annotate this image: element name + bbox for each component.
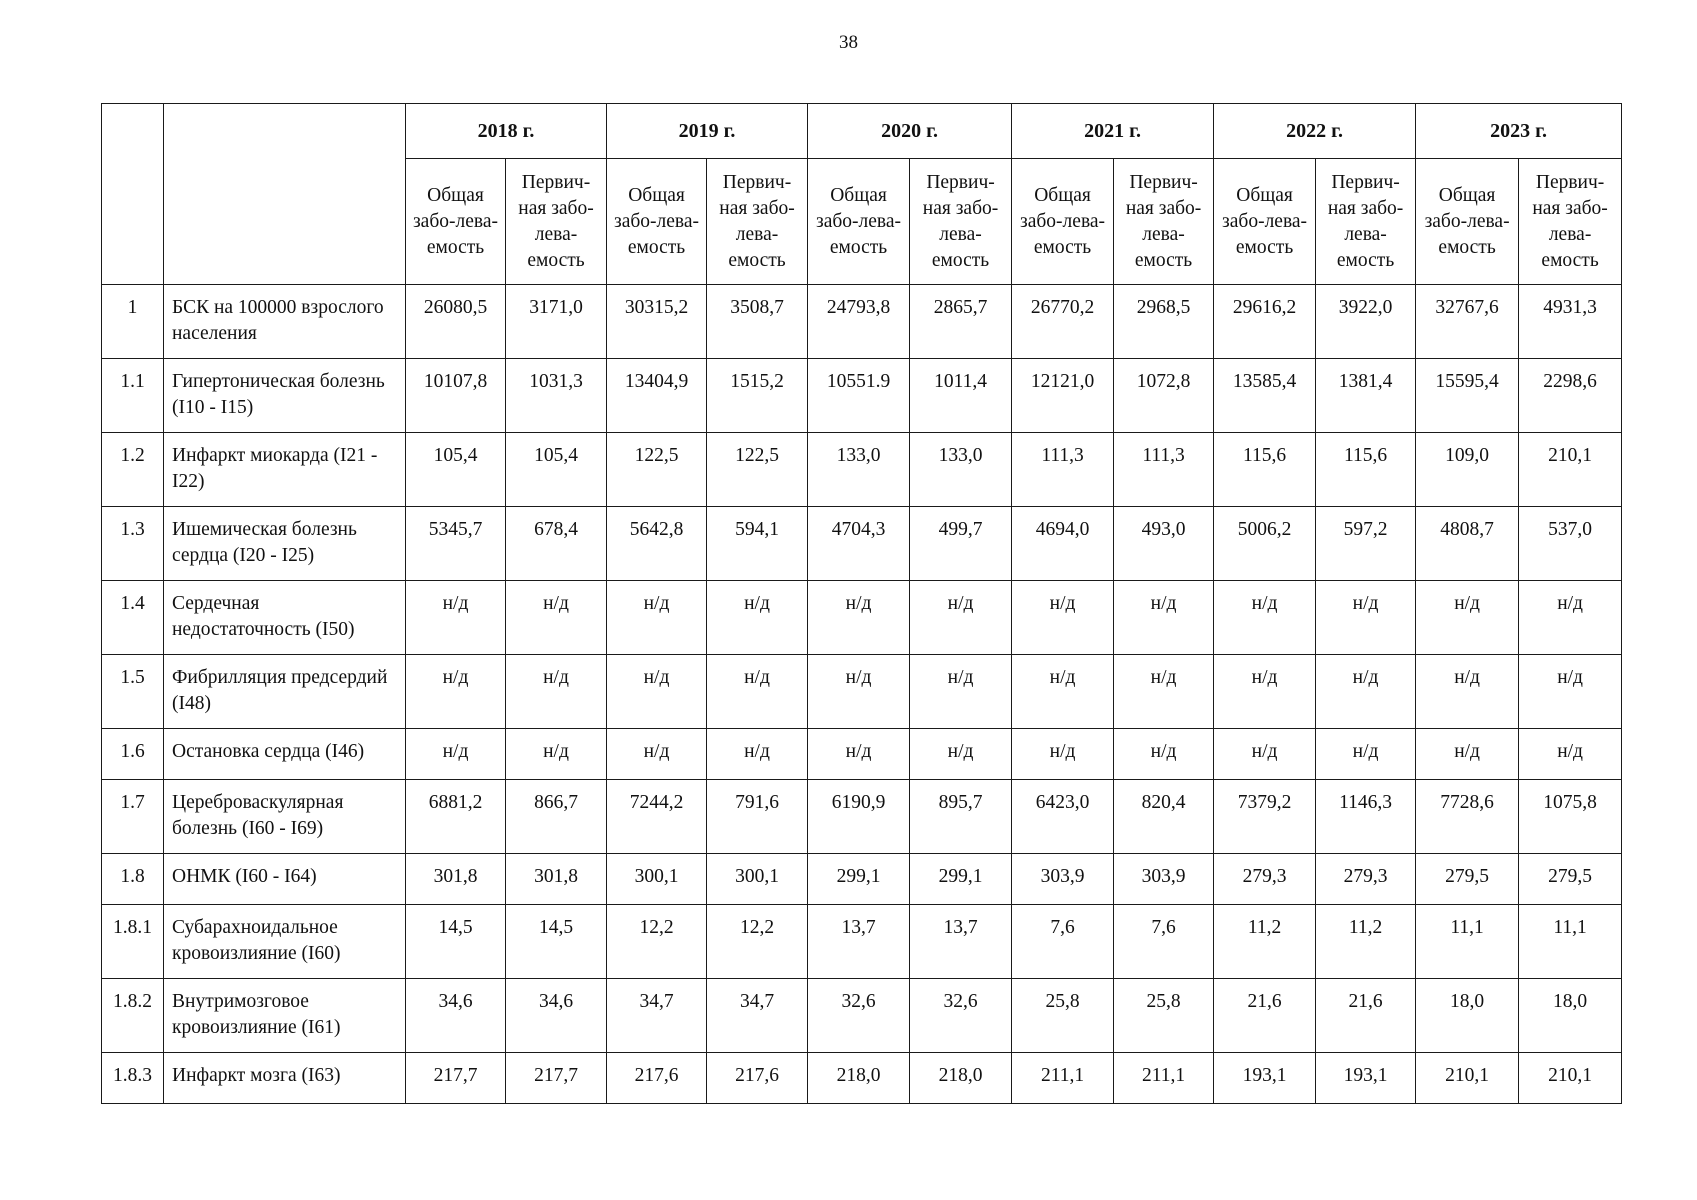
cell-general-morbidity: 4808,7 [1416,507,1519,581]
cell-general-morbidity: н/д [1214,581,1316,655]
cell-general-morbidity: н/д [808,729,910,780]
cell-general-morbidity: н/д [1214,729,1316,780]
cell-primary-morbidity: 34,7 [707,979,808,1053]
table-row [102,285,1622,359]
cell-general-morbidity: н/д [1012,655,1114,729]
header-blank-label [164,104,406,285]
cell-general-morbidity: 7244,2 [607,780,707,854]
cell-general-morbidity: 10107,8 [406,359,506,433]
cell-primary-morbidity: 115,6 [1316,433,1416,507]
table-row [102,780,1622,854]
cell-general-morbidity: 14,5 [406,905,506,979]
cell-general-morbidity: 111,3 [1012,433,1114,507]
cell-general-morbidity: 122,5 [607,433,707,507]
cell-general-morbidity: 13585,4 [1214,359,1316,433]
row-label: Фибрилляция предсердий (I48) [164,655,406,729]
cell-general-morbidity: н/д [406,655,506,729]
cell-general-morbidity: 34,6 [406,979,506,1053]
row-number: 1.8.2 [102,979,164,1053]
table-row [102,854,1622,905]
cell-primary-morbidity: 594,1 [707,507,808,581]
row-number: 1.2 [102,433,164,507]
year-header: 2021 г. [1012,104,1214,159]
subheader-general: Общая забо-лева-емость [1012,159,1114,285]
cell-general-morbidity: 13,7 [808,905,910,979]
year-header: 2023 г. [1416,104,1622,159]
cell-general-morbidity: н/д [607,655,707,729]
cell-primary-morbidity: 7,6 [1114,905,1214,979]
table-row [102,359,1622,433]
cell-primary-morbidity: 13,7 [910,905,1012,979]
subheader-general: Общая забо-лева-емость [607,159,707,285]
table-row [102,979,1622,1053]
subheader-general: Общая забо-лева-емость [1214,159,1316,285]
cell-primary-morbidity: н/д [1519,729,1622,780]
cell-primary-morbidity: 303,9 [1114,854,1214,905]
row-label: Внутримозговое кровоизлияние (I61) [164,979,406,1053]
cell-general-morbidity: 6190,9 [808,780,910,854]
cell-primary-morbidity: 210,1 [1519,1053,1622,1104]
cell-primary-morbidity: 210,1 [1519,433,1622,507]
cell-general-morbidity: н/д [1416,655,1519,729]
row-number: 1.1 [102,359,164,433]
cell-primary-morbidity: 301,8 [506,854,607,905]
row-number: 1.4 [102,581,164,655]
cell-primary-morbidity: 3508,7 [707,285,808,359]
cell-general-morbidity: 210,1 [1416,1053,1519,1104]
subheader-primary: Первич-ная забо-лева-емость [707,159,808,285]
cell-primary-morbidity: н/д [1114,729,1214,780]
cell-primary-morbidity: 597,2 [1316,507,1416,581]
cell-general-morbidity: 279,3 [1214,854,1316,905]
cell-primary-morbidity: 678,4 [506,507,607,581]
cell-primary-morbidity: 1381,4 [1316,359,1416,433]
cell-general-morbidity: 24793,8 [808,285,910,359]
cell-primary-morbidity: н/д [707,581,808,655]
row-number: 1.6 [102,729,164,780]
cell-general-morbidity: 5345,7 [406,507,506,581]
cell-general-morbidity: 109,0 [1416,433,1519,507]
cell-primary-morbidity: 217,7 [506,1053,607,1104]
table-row [102,433,1622,507]
cell-primary-morbidity: 537,0 [1519,507,1622,581]
year-header: 2018 г. [406,104,607,159]
table-row [102,581,1622,655]
header-blank-num [102,104,164,285]
subheader-primary: Первич-ная забо-лева-емость [910,159,1012,285]
cell-general-morbidity: 21,6 [1214,979,1316,1053]
cell-primary-morbidity: 1146,3 [1316,780,1416,854]
morbidity-table [101,103,1622,1104]
cell-primary-morbidity: н/д [1114,655,1214,729]
cell-general-morbidity: 32,6 [808,979,910,1053]
cell-general-morbidity: н/д [1214,655,1316,729]
row-label: Сердечная недостаточность (I50) [164,581,406,655]
cell-primary-morbidity: 32,6 [910,979,1012,1053]
cell-general-morbidity: 279,5 [1416,854,1519,905]
cell-general-morbidity: н/д [808,655,910,729]
cell-primary-morbidity: 493,0 [1114,507,1214,581]
cell-general-morbidity: 105,4 [406,433,506,507]
cell-primary-morbidity: н/д [1519,581,1622,655]
cell-general-morbidity: н/д [1012,581,1114,655]
cell-general-morbidity: 26080,5 [406,285,506,359]
cell-general-morbidity: 217,6 [607,1053,707,1104]
cell-primary-morbidity: 4931,3 [1519,285,1622,359]
cell-primary-morbidity: 218,0 [910,1053,1012,1104]
cell-general-morbidity: 13404,9 [607,359,707,433]
cell-general-morbidity: н/д [1416,729,1519,780]
cell-general-morbidity: 300,1 [607,854,707,905]
table-body [102,285,1622,1104]
row-number: 1.8.3 [102,1053,164,1104]
cell-primary-morbidity: н/д [506,581,607,655]
table-row [102,507,1622,581]
subheader-general: Общая забо-лева-емость [808,159,910,285]
cell-primary-morbidity: 2865,7 [910,285,1012,359]
cell-primary-morbidity: 895,7 [910,780,1012,854]
year-header: 2019 г. [607,104,808,159]
year-header: 2020 г. [808,104,1012,159]
cell-primary-morbidity: 820,4 [1114,780,1214,854]
cell-primary-morbidity: 3171,0 [506,285,607,359]
cell-primary-morbidity: 1075,8 [1519,780,1622,854]
subheader-general: Общая забо-лева-емость [1416,159,1519,285]
cell-general-morbidity: н/д [406,729,506,780]
cell-general-morbidity: 303,9 [1012,854,1114,905]
page-number: 38 [839,32,858,53]
table-row [102,655,1622,729]
cell-general-morbidity: 7379,2 [1214,780,1316,854]
cell-general-morbidity: 12121,0 [1012,359,1114,433]
cell-primary-morbidity: 499,7 [910,507,1012,581]
year-header: 2022 г. [1214,104,1416,159]
subheader-primary: Первич-ная забо-лева-емость [1114,159,1214,285]
cell-primary-morbidity: 34,6 [506,979,607,1053]
cell-primary-morbidity: 1011,4 [910,359,1012,433]
row-number: 1.8 [102,854,164,905]
subheader-general: Общая забо-лева-емость [406,159,506,285]
cell-primary-morbidity: 300,1 [707,854,808,905]
cell-general-morbidity: 133,0 [808,433,910,507]
cell-primary-morbidity: 2968,5 [1114,285,1214,359]
row-label: БСК на 100000 взрослого населения [164,285,406,359]
cell-general-morbidity: н/д [406,581,506,655]
row-label: ОНМК (I60 - I64) [164,854,406,905]
subheader-primary: Первич-ная забо-лева-емость [1316,159,1416,285]
cell-primary-morbidity: 211,1 [1114,1053,1214,1104]
cell-primary-morbidity: 217,6 [707,1053,808,1104]
cell-general-morbidity: 11,2 [1214,905,1316,979]
cell-general-morbidity: 12,2 [607,905,707,979]
cell-primary-morbidity: 122,5 [707,433,808,507]
cell-general-morbidity: 4694,0 [1012,507,1114,581]
cell-primary-morbidity: 866,7 [506,780,607,854]
cell-general-morbidity: 193,1 [1214,1053,1316,1104]
cell-general-morbidity: 115,6 [1214,433,1316,507]
cell-primary-morbidity: 279,5 [1519,854,1622,905]
cell-primary-morbidity: 1072,8 [1114,359,1214,433]
table-row [102,729,1622,780]
cell-primary-morbidity: 1515,2 [707,359,808,433]
row-label: Цереброваскулярная болезнь (I60 - I69) [164,780,406,854]
cell-general-morbidity: 25,8 [1012,979,1114,1053]
cell-primary-morbidity: 11,2 [1316,905,1416,979]
cell-general-morbidity: 11,1 [1416,905,1519,979]
cell-primary-morbidity: 2298,6 [1519,359,1622,433]
cell-primary-morbidity: н/д [1316,729,1416,780]
cell-general-morbidity: 18,0 [1416,979,1519,1053]
cell-primary-morbidity: 14,5 [506,905,607,979]
cell-general-morbidity: 301,8 [406,854,506,905]
subheader-primary: Первич-ная забо-лева-емость [506,159,607,285]
cell-general-morbidity: 211,1 [1012,1053,1114,1104]
table-row [102,1053,1622,1104]
row-label: Субарахноидальное кровоизлияние (I60) [164,905,406,979]
cell-primary-morbidity: 791,6 [707,780,808,854]
row-label: Инфаркт миокарда (I21 - I22) [164,433,406,507]
cell-general-morbidity: 299,1 [808,854,910,905]
cell-primary-morbidity: 18,0 [1519,979,1622,1053]
table-row [102,905,1622,979]
cell-general-morbidity: 29616,2 [1214,285,1316,359]
row-label: Гипертоническая болезнь (I10 - I15) [164,359,406,433]
cell-general-morbidity: 218,0 [808,1053,910,1104]
row-number: 1.5 [102,655,164,729]
cell-primary-morbidity: 299,1 [910,854,1012,905]
cell-general-morbidity: 6423,0 [1012,780,1114,854]
cell-primary-morbidity: 12,2 [707,905,808,979]
cell-general-morbidity: 6881,2 [406,780,506,854]
cell-general-morbidity: 34,7 [607,979,707,1053]
cell-primary-morbidity: н/д [910,729,1012,780]
cell-general-morbidity: 30315,2 [607,285,707,359]
cell-primary-morbidity: 111,3 [1114,433,1214,507]
row-label: Инфаркт мозга (I63) [164,1053,406,1104]
cell-general-morbidity: 7728,6 [1416,780,1519,854]
cell-general-morbidity: 15595,4 [1416,359,1519,433]
row-number: 1.3 [102,507,164,581]
cell-primary-morbidity: 25,8 [1114,979,1214,1053]
cell-primary-morbidity: 21,6 [1316,979,1416,1053]
cell-general-morbidity: н/д [1416,581,1519,655]
cell-primary-morbidity: 11,1 [1519,905,1622,979]
row-label: Остановка сердца (I46) [164,729,406,780]
cell-primary-morbidity: н/д [506,655,607,729]
cell-primary-morbidity: 3922,0 [1316,285,1416,359]
row-number: 1 [102,285,164,359]
cell-primary-morbidity: н/д [707,655,808,729]
cell-primary-morbidity: 133,0 [910,433,1012,507]
cell-general-morbidity: 26770,2 [1012,285,1114,359]
row-label: Ишемическая болезнь сердца (I20 - I25) [164,507,406,581]
cell-general-morbidity: 5642,8 [607,507,707,581]
cell-primary-morbidity: н/д [1316,655,1416,729]
cell-general-morbidity: 217,7 [406,1053,506,1104]
cell-primary-morbidity: н/д [707,729,808,780]
cell-general-morbidity: 10551.9 [808,359,910,433]
cell-general-morbidity: н/д [607,729,707,780]
cell-primary-morbidity: н/д [1519,655,1622,729]
cell-primary-morbidity: н/д [910,581,1012,655]
cell-primary-morbidity: н/д [1316,581,1416,655]
cell-general-morbidity: 4704,3 [808,507,910,581]
cell-primary-morbidity: н/д [506,729,607,780]
cell-general-morbidity: 32767,6 [1416,285,1519,359]
row-number: 1.7 [102,780,164,854]
cell-general-morbidity: н/д [1012,729,1114,780]
cell-general-morbidity: 7,6 [1012,905,1114,979]
cell-primary-morbidity: н/д [910,655,1012,729]
row-number: 1.8.1 [102,905,164,979]
cell-primary-morbidity: 193,1 [1316,1053,1416,1104]
cell-primary-morbidity: 1031,3 [506,359,607,433]
cell-primary-morbidity: 279,3 [1316,854,1416,905]
cell-primary-morbidity: н/д [1114,581,1214,655]
cell-general-morbidity: 5006,2 [1214,507,1316,581]
cell-primary-morbidity: 105,4 [506,433,607,507]
subheader-primary: Первич-ная забо-лева-емость [1519,159,1622,285]
cell-general-morbidity: н/д [607,581,707,655]
year-header-row [102,104,1622,159]
cell-general-morbidity: н/д [808,581,910,655]
